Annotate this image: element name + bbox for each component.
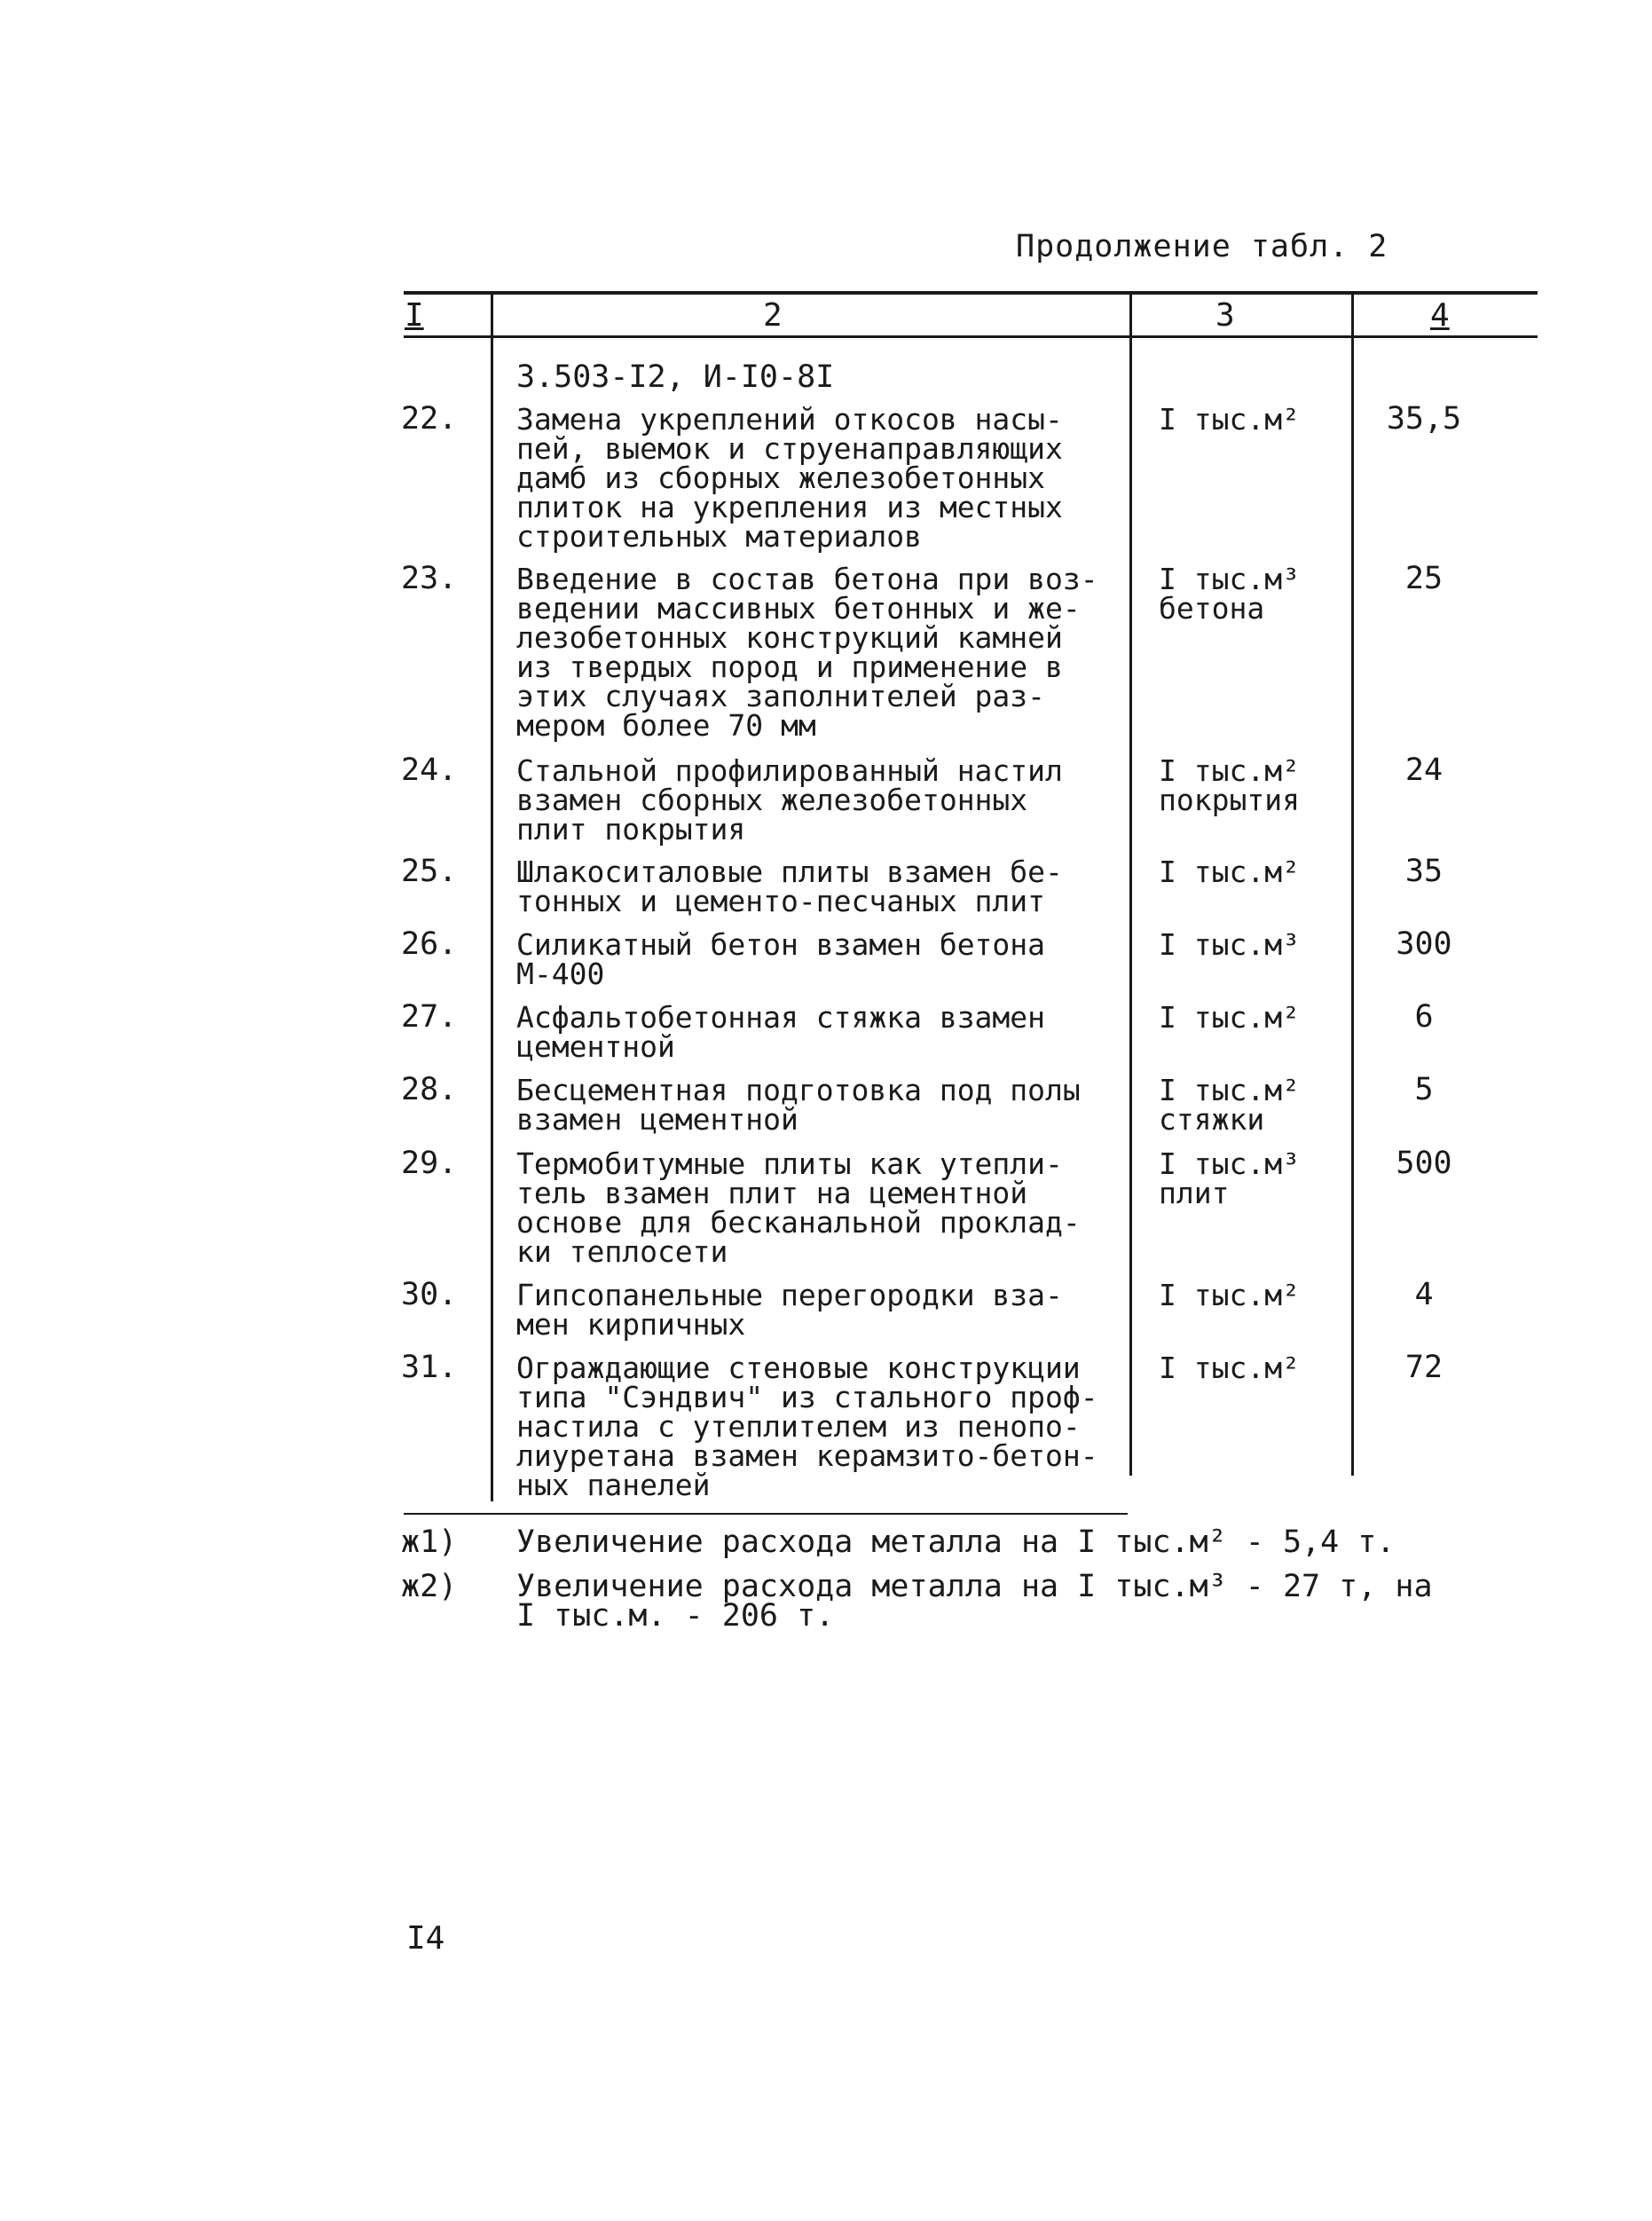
row-unit: I тыс.м² покрытия — [1159, 753, 1300, 817]
table-top-rule — [404, 291, 1538, 295]
row-unit: I тыс.м² стяжки — [1159, 1073, 1300, 1137]
row-number: 22. — [401, 401, 458, 437]
row-number: 31. — [401, 1350, 458, 1385]
column-header-1: I — [405, 297, 424, 334]
row-value: 72 — [1404, 1350, 1444, 1385]
footnote-text: Увеличение расхода металла на I тыс.м² - 5,4 т. — [516, 1524, 1396, 1560]
row-unit: I тыс.м³ — [1159, 927, 1300, 962]
row-description: Ограждающие стеновые конструкции типа "Сэндвич" из стального проф- настила с утеплителем из пенопо- лиуретана взамен керамзито-бетон- ных панелей — [516, 1351, 1098, 1502]
row-value: 24 — [1404, 752, 1444, 788]
row-unit: I тыс.м² — [1159, 1351, 1300, 1385]
row-number: 28. — [401, 1072, 458, 1107]
row-number: 25. — [401, 854, 458, 889]
row-description: Силикатный бетон взамен бетона М-400 — [516, 927, 1046, 991]
row-description: Асфальтобетонная стяжка взамен цементной — [516, 1000, 1046, 1064]
row-number: 26. — [401, 926, 458, 962]
row-number: 30. — [401, 1277, 458, 1312]
row-value: 35,5 — [1386, 401, 1462, 437]
row-value: 300 — [1396, 926, 1452, 962]
row-unit: I тыс.м² — [1159, 402, 1300, 437]
continuation-label: Продолжение табл. 2 — [1016, 229, 1388, 264]
row-number: 24. — [401, 752, 458, 788]
row-value: 25 — [1404, 561, 1444, 596]
column-divider-2 — [1129, 293, 1132, 1476]
footnote-text: Увеличение расхода металла на I тыс.м³ - 27 т, на I тыс.м. - 206 т. — [516, 1569, 1433, 1634]
row-description: Введение в состав бетона при воз- ведении массивных бетонных и же- лезобетонных конструкций камней из твердых пород и применение в этих случаях заполнителей раз- мером более 70 мм — [516, 562, 1098, 743]
row-description: Шлакоситаловые плиты взамен бе- тонных и цементо-песчаных плит — [516, 855, 1063, 918]
row-unit: I тыс.м² — [1159, 1000, 1300, 1035]
row-description: Бесцементная подготовка под полы взамен цементной — [516, 1073, 1081, 1137]
column-header-3: 3 — [1215, 297, 1235, 334]
row-value: 35 — [1404, 854, 1444, 889]
row-description: Стальной профилированный настил взамен сборных железобетонных плит покрытия — [516, 753, 1063, 847]
row-unit: I тыс.м² — [1159, 1278, 1300, 1312]
column-header-4: 4 — [1430, 297, 1450, 334]
row-value: 5 — [1414, 1072, 1434, 1107]
section-title: 3.503-I2, И-I0-8I — [516, 359, 835, 395]
row-description: Гипсопанельные перегородки вза- мен кирпичных — [516, 1278, 1063, 1342]
column-divider-1 — [491, 293, 493, 1501]
page-number: I4 — [406, 1920, 445, 1957]
table-bottom-rule — [404, 1513, 1128, 1515]
row-unit: I тыс.м² — [1159, 855, 1300, 889]
row-number: 27. — [401, 999, 458, 1035]
row-value: 6 — [1414, 999, 1434, 1035]
row-value: 4 — [1414, 1277, 1434, 1312]
row-number: 23. — [401, 561, 458, 596]
footnote-mark: ж2) — [401, 1569, 458, 1604]
row-value: 500 — [1396, 1146, 1452, 1181]
row-unit: I тыс.м³ плит — [1159, 1146, 1300, 1210]
row-description: Термобитумные плиты как утепли- тель взамен плит на цементной основе для бесканальной проклад- ки теплосети — [516, 1146, 1081, 1269]
column-header-2: 2 — [763, 297, 783, 334]
table-header-rule — [404, 335, 1538, 338]
row-description: Замена укреплений откосов насы- пей, выемок и струенаправляющих дамб из сборных железобетонных плиток на укрепления из местных строительных материалов — [516, 402, 1063, 554]
row-unit: I тыс.м³ бетона — [1159, 562, 1300, 626]
row-number: 29. — [401, 1146, 458, 1181]
footnote-mark: ж1) — [401, 1524, 458, 1560]
